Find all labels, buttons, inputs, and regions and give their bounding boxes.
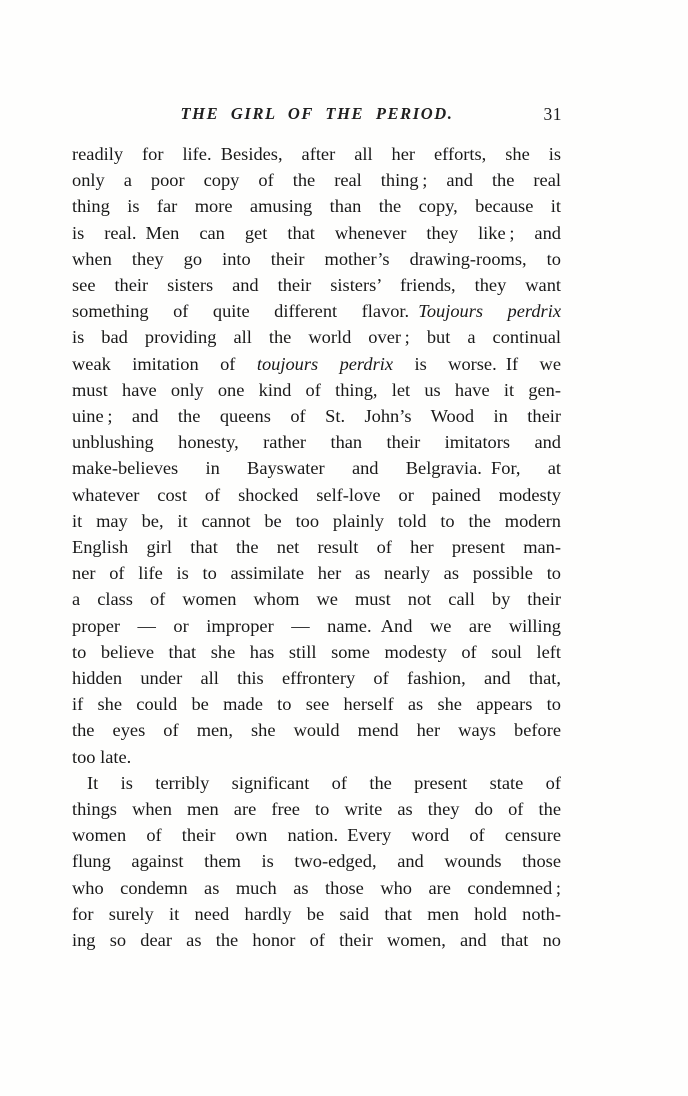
running-head-title: THE GIRL OF THE PERIOD. (180, 104, 454, 123)
text-line (72, 848, 561, 874)
text-segment: women of their own nation. Every word of censure (72, 825, 561, 846)
text-segment: too late. (72, 746, 132, 767)
page-body (72, 141, 561, 953)
text-line (72, 717, 561, 743)
text-line (72, 534, 561, 560)
text-segment: make-believes in Bayswater and Belgravia. For, at (72, 458, 561, 479)
text-line (72, 822, 561, 848)
text-segment: to believe that she has still some modesty of soul left (72, 641, 561, 662)
text-line (72, 901, 561, 927)
text-line (72, 403, 561, 429)
text-line (72, 220, 561, 246)
paragraph (72, 141, 561, 770)
text-line (72, 586, 561, 612)
text-segment: It is terribly significant of the present state of (87, 772, 561, 793)
text-line (72, 193, 561, 219)
italic-text-segment: Toujours perdrix (418, 301, 561, 322)
text-segment: proper — or improper — name. And we are willing (72, 615, 561, 636)
text-line (72, 560, 561, 586)
text-segment: flung against them is two-edged, and wounds those (72, 851, 561, 872)
text-line (72, 639, 561, 665)
text-segment: is bad providing all the world over ; but a continual (72, 327, 561, 348)
text-line (72, 482, 561, 508)
text-segment: a class of women whom we must not call by their (72, 589, 561, 610)
text-segment: things when men are free to write as they do of the (72, 799, 561, 820)
text-line (72, 927, 561, 953)
text-segment: readily for life. Besides, after all her efforts, she is (72, 144, 561, 164)
text-line (72, 875, 561, 901)
text-segment: weak imitation of (72, 353, 257, 374)
text-segment: uine ; and the queens of St. John’s Wood in their (72, 406, 561, 427)
text-line (72, 167, 561, 193)
running-head (72, 104, 562, 128)
text-segment: English girl that the net result of her present man- (72, 537, 561, 558)
text-segment: who condemn as much as those who are condemned ; (72, 877, 561, 898)
text-line (72, 246, 561, 272)
text-line (72, 508, 561, 534)
text-segment: thing is far more amusing than the copy, because it (72, 196, 561, 217)
text-segment: must have only one kind of thing, let us have it gen- (72, 379, 561, 400)
text-segment: ner of life is to assimilate her as nearly as possible to (72, 563, 561, 584)
text-segment: whatever cost of shocked self-love or pained modesty (72, 484, 561, 505)
text-line (72, 613, 561, 639)
page-number: 31 (543, 104, 562, 124)
text-segment: unblushing honesty, rather than their imitators and (72, 432, 561, 453)
text-line (72, 351, 561, 377)
text-segment: it may be, it cannot be too plainly told to the modern (72, 510, 561, 531)
text-segment: the eyes of men, she would mend her ways before (72, 720, 561, 741)
text-segment: see their sisters and their sisters’ friends, they want (72, 275, 561, 296)
italic-text-segment: toujours perdrix (256, 353, 394, 374)
text-line (72, 141, 561, 167)
text-segment: hidden under all this effrontery of fashion, and that, (72, 668, 561, 689)
text-line (72, 429, 561, 455)
text-segment: something of quite different flavor. (72, 301, 419, 322)
text-line (72, 324, 561, 350)
text-line (72, 272, 561, 298)
text-segment: ing so dear as the honor of their women, and that no (72, 930, 561, 951)
text-segment: for surely it need hardly be said that men hold noth- (72, 903, 561, 924)
text-segment: only a poor copy of the real thing ; and the real (72, 170, 561, 191)
text-line (72, 796, 561, 822)
text-segment: when they go into their mother’s drawing-rooms, to (72, 248, 561, 269)
text-line (72, 691, 561, 717)
text-segment: if she could be made to see herself as she appears to (72, 694, 561, 715)
text-line (72, 298, 561, 324)
text-segment: is worse. If we (393, 353, 561, 374)
text-line (72, 455, 561, 481)
text-line (72, 665, 561, 691)
paragraph (72, 770, 561, 953)
text-line (72, 377, 561, 403)
text-segment: is real. Men can get that whenever they like ; and (72, 222, 561, 243)
text-line (72, 770, 561, 796)
text-line (72, 744, 561, 770)
